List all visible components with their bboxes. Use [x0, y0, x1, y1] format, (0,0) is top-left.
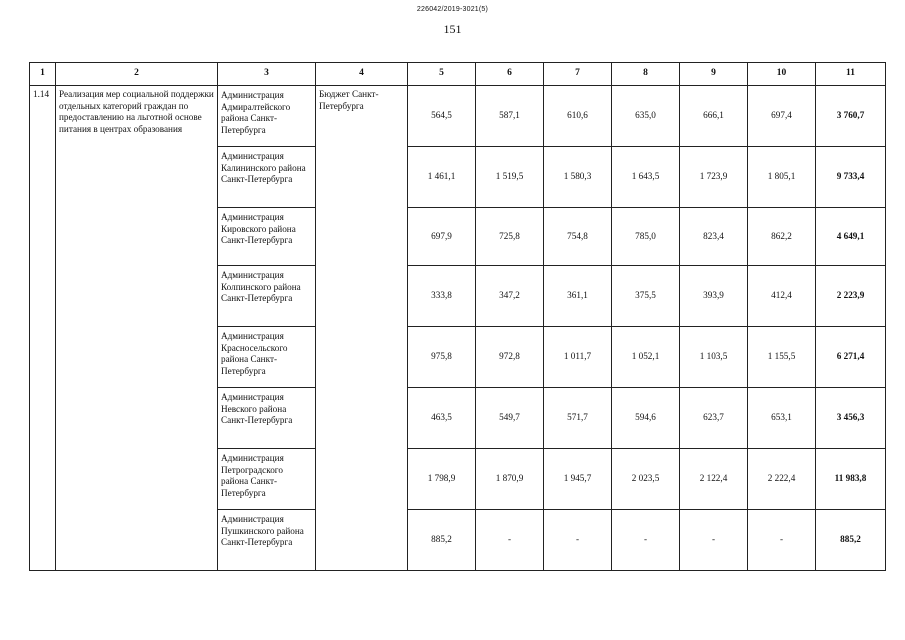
value-cell-8: 1 643,5 — [612, 147, 680, 208]
value-cell-7: - — [544, 510, 612, 571]
column-header-4: 4 — [316, 63, 408, 86]
column-header-1: 1 — [30, 63, 56, 86]
value-cell-6: 1 870,9 — [476, 449, 544, 510]
value-cell-7: 1 580,3 — [544, 147, 612, 208]
value-cell-10: 653,1 — [748, 388, 816, 449]
column-header-9: 9 — [680, 63, 748, 86]
value-cell-6: 1 519,5 — [476, 147, 544, 208]
value-cell-8: - — [612, 510, 680, 571]
column-header-5: 5 — [408, 63, 476, 86]
total-cell: 11 983,8 — [816, 449, 886, 510]
value-cell-9: 823,4 — [680, 208, 748, 266]
column-header-8: 8 — [612, 63, 680, 86]
value-cell-5: 1 798,9 — [408, 449, 476, 510]
executor-cell: Администрация Калининского района Санкт-Петербурга — [218, 147, 316, 208]
column-header-11: 11 — [816, 63, 886, 86]
value-cell-10: - — [748, 510, 816, 571]
executor-cell: Администрация Петроградского района Санкт-Петербурга — [218, 449, 316, 510]
column-header-2: 2 — [56, 63, 218, 86]
value-cell-10: 862,2 — [748, 208, 816, 266]
value-cell-9: 2 122,4 — [680, 449, 748, 510]
value-cell-9: 1 103,5 — [680, 327, 748, 388]
value-cell-9: 666,1 — [680, 86, 748, 147]
value-cell-10: 412,4 — [748, 266, 816, 327]
value-cell-10: 1 155,5 — [748, 327, 816, 388]
value-cell-6: - — [476, 510, 544, 571]
value-cell-7: 571,7 — [544, 388, 612, 449]
item-number: 1.14 — [30, 86, 56, 571]
value-cell-10: 697,4 — [748, 86, 816, 147]
total-cell: 3 760,7 — [816, 86, 886, 147]
value-cell-8: 594,6 — [612, 388, 680, 449]
value-cell-9: - — [680, 510, 748, 571]
executor-cell: Администрация Невского района Санкт-Петербурга — [218, 388, 316, 449]
value-cell-7: 754,8 — [544, 208, 612, 266]
value-cell-5: 697,9 — [408, 208, 476, 266]
value-cell-5: 1 461,1 — [408, 147, 476, 208]
value-cell-10: 1 805,1 — [748, 147, 816, 208]
value-cell-8: 1 052,1 — [612, 327, 680, 388]
executor-cell: Администрация Адмиралтейского района Санкт-Петербурга — [218, 86, 316, 147]
budget-table — [29, 62, 886, 571]
total-cell: 4 649,1 — [816, 208, 886, 266]
value-cell-7: 361,1 — [544, 266, 612, 327]
header-row — [30, 63, 886, 86]
page-number: 151 — [443, 22, 462, 36]
value-cell-8: 2 023,5 — [612, 449, 680, 510]
value-cell-8: 375,5 — [612, 266, 680, 327]
value-cell-7: 1 011,7 — [544, 327, 612, 388]
table-row — [30, 86, 886, 147]
column-header-7: 7 — [544, 63, 612, 86]
column-header-3: 3 — [218, 63, 316, 86]
column-header-10: 10 — [748, 63, 816, 86]
value-cell-5: 975,8 — [408, 327, 476, 388]
value-cell-10: 2 222,4 — [748, 449, 816, 510]
total-cell: 9 733,4 — [816, 147, 886, 208]
measure-description: Реализация мер социальной поддержки отдельных категорий граждан по предоставлению на льготной основе питания в центрах образования — [56, 86, 218, 571]
value-cell-7: 1 945,7 — [544, 449, 612, 510]
value-cell-9: 393,9 — [680, 266, 748, 327]
value-cell-6: 725,8 — [476, 208, 544, 266]
executor-cell: Администрация Колпинского района Санкт-Петербурга — [218, 266, 316, 327]
value-cell-5: 333,8 — [408, 266, 476, 327]
value-cell-5: 463,5 — [408, 388, 476, 449]
value-cell-6: 972,8 — [476, 327, 544, 388]
total-cell: 885,2 — [816, 510, 886, 571]
value-cell-8: 785,0 — [612, 208, 680, 266]
value-cell-5: 885,2 — [408, 510, 476, 571]
value-cell-6: 347,2 — [476, 266, 544, 327]
total-cell: 2 223,9 — [816, 266, 886, 327]
total-cell: 6 271,4 — [816, 327, 886, 388]
executor-cell: Администрация Красносельского района Санкт-Петербурга — [218, 327, 316, 388]
document-id: 226042/2019-3021(5) — [416, 6, 489, 13]
value-cell-6: 549,7 — [476, 388, 544, 449]
funding-source: Бюджет Санкт-Петербурга — [316, 86, 408, 571]
value-cell-6: 587,1 — [476, 86, 544, 147]
value-cell-9: 1 723,9 — [680, 147, 748, 208]
total-cell: 3 456,3 — [816, 388, 886, 449]
value-cell-9: 623,7 — [680, 388, 748, 449]
column-header-6: 6 — [476, 63, 544, 86]
executor-cell: Администрация Кировского района Санкт-Петербурга — [218, 208, 316, 266]
executor-cell: Администрация Пушкинского района Санкт-Петербурга — [218, 510, 316, 571]
value-cell-5: 564,5 — [408, 86, 476, 147]
value-cell-8: 635,0 — [612, 86, 680, 147]
value-cell-7: 610,6 — [544, 86, 612, 147]
